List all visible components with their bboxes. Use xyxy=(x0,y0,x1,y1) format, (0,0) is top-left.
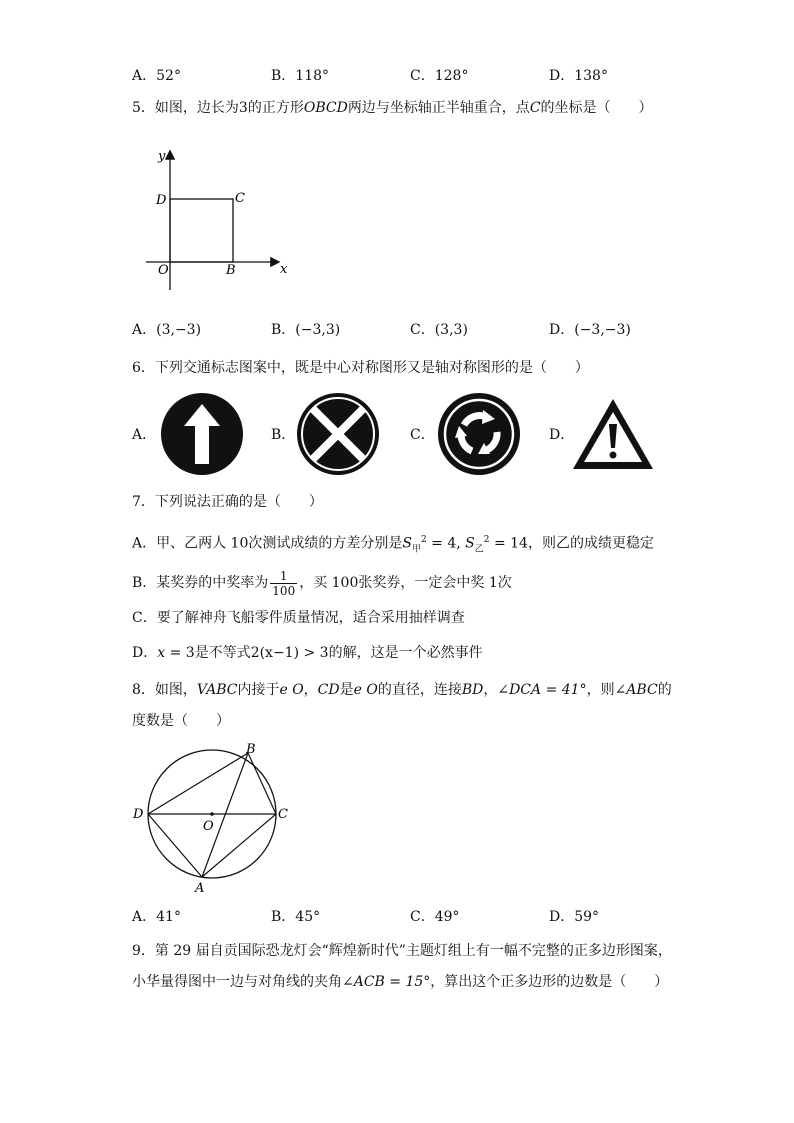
q8-option-b: B．45° xyxy=(271,909,321,925)
label-d: D xyxy=(156,193,167,208)
q4-option-c: C．128° xyxy=(410,68,469,84)
q5-option-a: A．(3,−3) xyxy=(132,322,202,338)
q5-option-c: C．(3,3) xyxy=(410,322,468,338)
q8-stem-line2: 度数是（ ） xyxy=(132,713,230,729)
q6-option-c-letter: C． xyxy=(410,427,435,443)
label-b: B xyxy=(246,742,256,757)
q8-circle-figure xyxy=(130,742,300,894)
q7-option-c: C．要了解神舟飞船零件质量情况，适合采用抽样调查 xyxy=(132,610,465,626)
segment-bc xyxy=(248,753,276,814)
q9-stem-line1: 9．第 29 届自贡国际恐龙灯会“辉煌新时代”主题灯组上有一幅不完整的正多边形图案， xyxy=(132,943,672,959)
q6-option-a-letter: A． xyxy=(132,427,157,443)
label-c: C xyxy=(235,191,245,206)
fraction-one-hundredth: $\frac{1}{100}$ xyxy=(272,568,296,598)
q6-option-b-letter: B． xyxy=(271,427,296,443)
q4-option-d: D．138° xyxy=(549,68,608,84)
q4-option-a: A．52° xyxy=(132,68,181,84)
q9-stem-line2: 小华量得图中一边与对角线的夹角∠ACB = 15°，算出这个正多边形的边数是（ ） xyxy=(132,974,669,990)
label-d: D xyxy=(133,807,144,822)
q7-option-a: A．甲、乙两人 10次测试成绩的方差分别是$S_甲^2 = 4$, $S_乙^2 = 14$，则乙的成绩更稳定 xyxy=(132,535,654,555)
label-o: O xyxy=(158,263,169,278)
label-o: O xyxy=(203,819,214,834)
q8-stem-line1: 8．如图，VABC内接于e O，CD是e O的直径，连接BD，∠DCA = 41°，则∠ABC的 xyxy=(132,682,672,698)
q6-stem: 6．下列交通标志图案中，既是中心对称图形又是轴对称图形的是（ ） xyxy=(132,360,589,376)
q4-option-b: B．118° xyxy=(271,68,330,84)
segment-bd xyxy=(148,753,248,814)
square-obcd xyxy=(170,199,233,262)
q5-coordinate-figure xyxy=(138,140,298,300)
segment-ab xyxy=(202,753,248,877)
center-dot xyxy=(210,812,214,816)
q6-option-d-letter: D． xyxy=(549,427,575,443)
label-c: C xyxy=(278,807,288,822)
q7-option-d: D．x = 3是不等式2(x−1) > 3的解，这是一个必然事件 xyxy=(132,645,483,661)
q5-option-b: B．(−3,3) xyxy=(271,322,341,338)
x-cross-sign-icon xyxy=(296,392,380,476)
q8-option-d: D．59° xyxy=(549,909,600,925)
warning-triangle-sign-icon xyxy=(570,396,656,472)
q8-option-c: C．49° xyxy=(410,909,460,925)
up-arrow-sign-icon xyxy=(160,392,244,476)
q7-option-b: B．某奖券的中奖率为 $\frac{1}{100}$ ，买 100张奖券，一定会中奖 1次 xyxy=(132,568,512,598)
label-x: x xyxy=(280,262,288,277)
q5-option-d: D．(−3,−3) xyxy=(549,322,631,338)
q8-option-a: A．41° xyxy=(132,909,181,925)
label-b: B xyxy=(226,263,236,278)
label-y: y xyxy=(158,149,166,164)
roundabout-sign-icon xyxy=(437,392,521,476)
label-a: A xyxy=(195,881,205,894)
q7-stem: 7．下列说法正确的是（ ） xyxy=(132,494,323,510)
q5-stem: 5．如图，边长为3的正方形OBCD两边与坐标轴正半轴重合，点C的坐标是（ ） xyxy=(132,100,653,116)
